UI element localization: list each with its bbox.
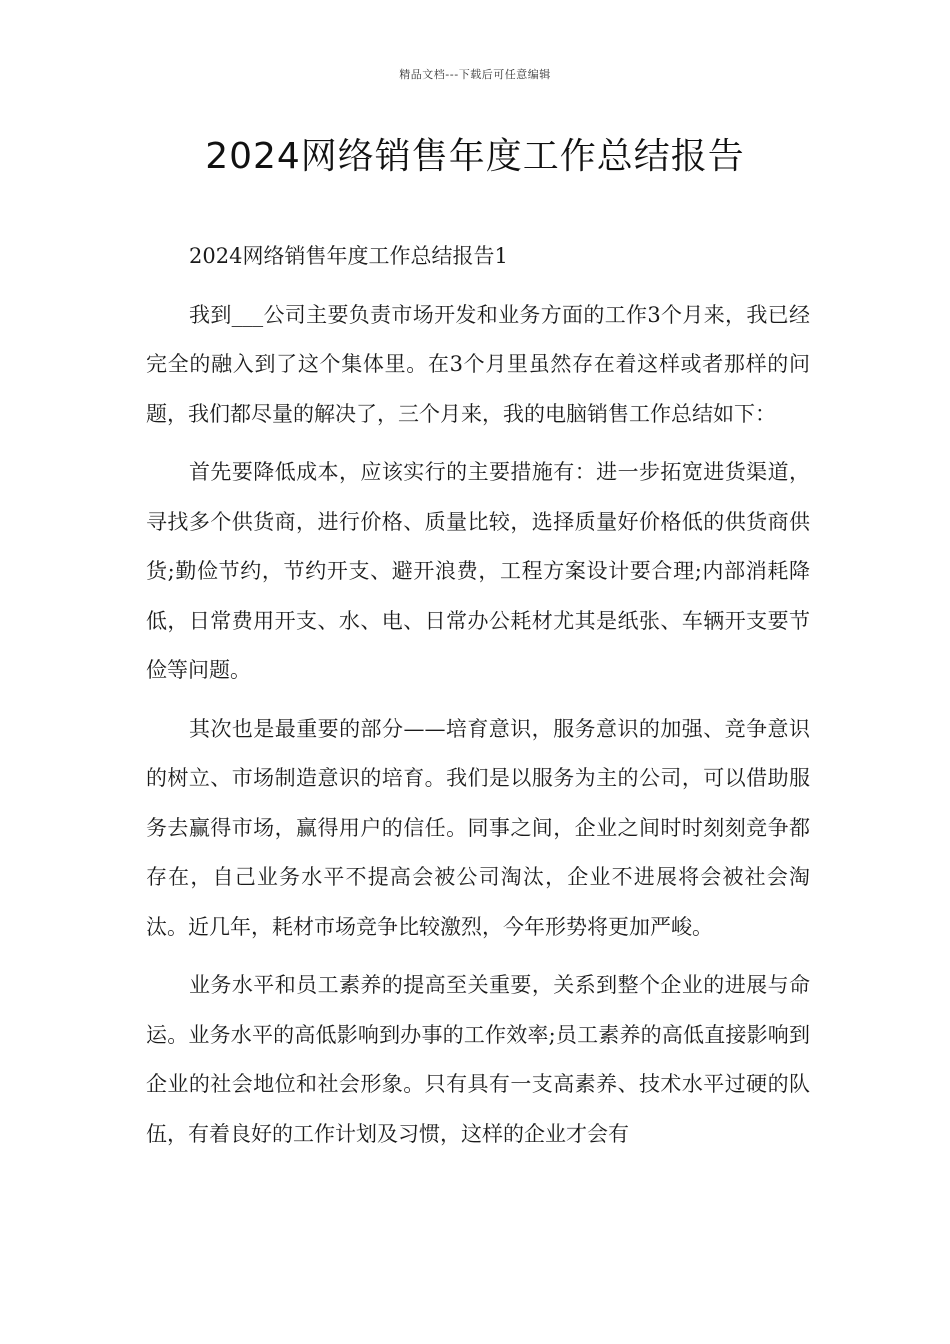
header-note: 精品文档---下载后可任意编辑 bbox=[399, 68, 551, 81]
paragraph-1: 我到___公司主要负责市场开发和业务方面的工作3个月来，我已经完全的融入到了这个集体里。在3个月里虽然存在着这样或者那样的问题，我们都尽量的解决了，三个月来，我的电脑销售工作总结如下： bbox=[146, 302, 810, 426]
document-body bbox=[146, 232, 810, 1159]
section-subtitle: 2024网络销售年度工作总结报告1 bbox=[189, 244, 508, 268]
paragraph-4: 业务水平和员工素养的提高至关重要，关系到整个企业的进展与命运。业务水平的高低影响到办事的工作效率;员工素养的高低直接影响到企业的社会地位和社会形象。只有具有一支高素养、技术水平过硬的队伍，有着良好的工作计划及习惯，这样的企业才会有 bbox=[146, 973, 810, 1146]
paragraph-3: 其次也是最重要的部分——培育意识，服务意识的加强、竞争意识的树立、市场制造意识的培育。我们是以服务为主的公司，可以借助服务去赢得市场，赢得用户的信任。同事之间，企业之间时时刻刻竞争都存在，自己业务水平不提高会被公司淘汰，企业不进展将会被社会淘汰。近几年，耗材市场竞争比较激烈，今年形势将更加严峻。 bbox=[146, 716, 810, 939]
document-title: 2024网络销售年度工作总结报告 bbox=[205, 136, 745, 177]
paragraph-2: 首先要降低成本，应该实行的主要措施有：进一步拓宽进货渠道，寻找多个供货商，进行价格、质量比较，选择质量好价格低的供货商供货;勤俭节约，节约开支、避开浪费，工程方案设计要合理;内部消耗降低，日常费用开支、水、电、日常办公耗材尤其是纸张、车辆开支要节俭等问题。 bbox=[146, 460, 810, 682]
